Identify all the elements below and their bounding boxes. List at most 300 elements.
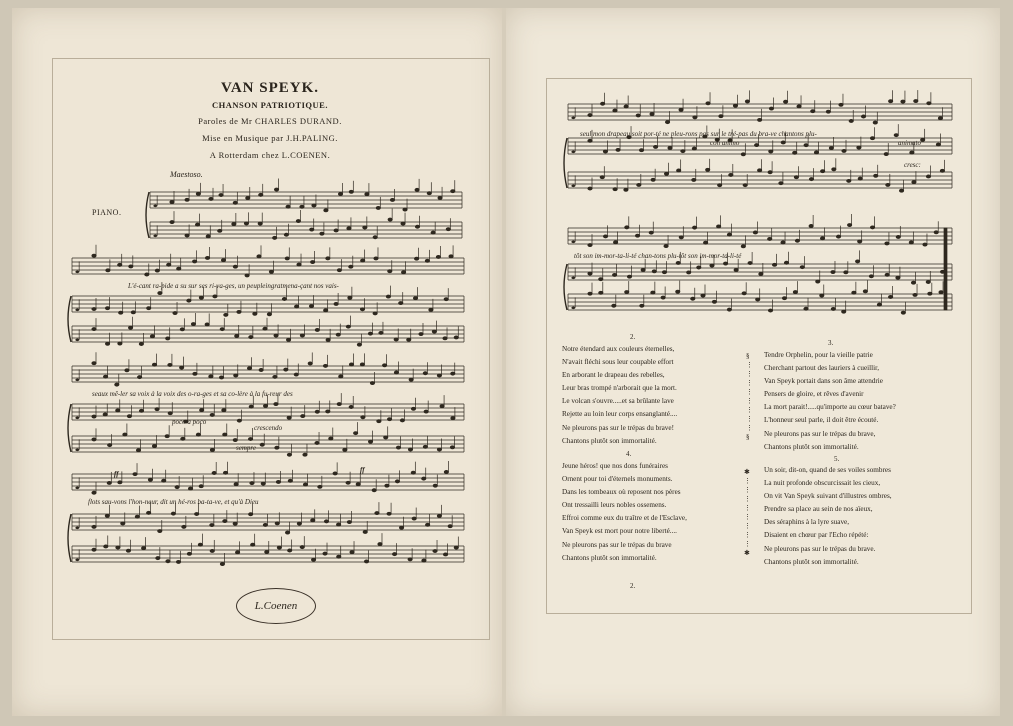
note-head xyxy=(337,402,341,405)
note-head xyxy=(820,170,824,173)
note-head xyxy=(336,333,340,336)
note-head xyxy=(446,228,450,231)
lyric-line: tôt son im-mor-ta-li-té chan-tons plu-tôt son im-mor-ta-li-té xyxy=(574,252,742,260)
tempo-marking: Maestoso. xyxy=(170,170,203,179)
note-head xyxy=(170,221,174,224)
note-head xyxy=(263,404,267,407)
note-head xyxy=(411,471,415,474)
note-head xyxy=(259,193,263,196)
note-head xyxy=(179,366,183,369)
note-head xyxy=(896,276,900,279)
note-head xyxy=(652,270,656,273)
note-head xyxy=(793,290,797,293)
note-head xyxy=(274,334,278,337)
note-head xyxy=(717,184,721,187)
note-head xyxy=(274,402,278,405)
note-head xyxy=(911,281,915,284)
note-head xyxy=(300,334,304,337)
note-head xyxy=(152,444,156,447)
note-head xyxy=(783,100,787,103)
note-head xyxy=(218,229,222,232)
note-head xyxy=(716,225,720,228)
note-head xyxy=(223,433,227,436)
note-head xyxy=(300,205,304,208)
note-head xyxy=(116,546,120,549)
note-head xyxy=(315,441,319,444)
note-head xyxy=(244,222,248,225)
note-head xyxy=(686,271,690,274)
note-head xyxy=(376,206,380,209)
note-head xyxy=(861,115,865,118)
note-head xyxy=(705,168,709,171)
note-head xyxy=(150,335,154,338)
note-head xyxy=(703,241,707,244)
note-head xyxy=(697,266,701,269)
note-head xyxy=(349,190,353,193)
verse-4: Jeune héros! que nos dons funéraires Ornent pour toi d'éternels monuments. Dans les tombeaux où reposent nos pères Ont tressailli leurs nobles ossemens. Effroi comme eux du traître et de l'Esclave, Van Speyk est mort pour notre liberté.... Ne pleurons pas sur le trépas du brave Chantons plutôt son immortalité. xyxy=(562,462,687,562)
note-head xyxy=(613,109,617,112)
note-head xyxy=(308,362,312,365)
note-head xyxy=(613,188,617,191)
note-head xyxy=(326,410,330,413)
note-head xyxy=(92,328,96,331)
note-head xyxy=(223,471,227,474)
note-head xyxy=(177,267,181,270)
note-head xyxy=(779,182,783,185)
note-head xyxy=(386,295,390,298)
note-head xyxy=(375,512,379,515)
note-head xyxy=(237,310,241,313)
note-head xyxy=(710,264,714,267)
note-head xyxy=(127,415,131,418)
note-head xyxy=(263,523,267,526)
final-barline xyxy=(944,228,947,310)
piano-staff-bass xyxy=(72,533,464,566)
note-head xyxy=(118,311,122,314)
dynamic-marking: ff xyxy=(360,466,365,474)
note-head xyxy=(852,291,856,294)
note-head xyxy=(769,150,773,153)
note-head xyxy=(385,484,389,487)
note-head xyxy=(360,308,364,311)
note-head xyxy=(360,259,364,262)
note-head xyxy=(723,262,727,265)
note-head xyxy=(349,405,353,408)
note-head xyxy=(753,231,757,234)
note-head xyxy=(219,376,223,379)
clef-icon: ♩ xyxy=(570,138,578,157)
note-head xyxy=(651,178,655,181)
note-head xyxy=(315,410,319,413)
note-head xyxy=(275,446,279,449)
note-head xyxy=(454,336,458,339)
note-head xyxy=(433,484,437,487)
note-head xyxy=(193,372,197,375)
note-head xyxy=(199,409,203,412)
note-head xyxy=(212,471,216,474)
note-head xyxy=(274,188,278,191)
note-head xyxy=(863,290,867,293)
note-head xyxy=(248,513,252,516)
note-head xyxy=(759,272,763,275)
note-head xyxy=(115,383,119,386)
note-head xyxy=(356,483,360,486)
note-head xyxy=(349,363,353,366)
note-head xyxy=(635,234,639,237)
note-head xyxy=(191,322,195,325)
note-head xyxy=(213,295,217,298)
note-head xyxy=(106,269,110,272)
note-head xyxy=(650,112,654,115)
dynamic-marking: poco a poco xyxy=(172,418,207,426)
clef-icon: ♩ xyxy=(74,404,82,423)
note-head xyxy=(793,151,797,154)
voice-staff xyxy=(72,245,464,277)
clef-icon: ♩ xyxy=(570,172,578,191)
piano-staff-bass xyxy=(568,158,952,192)
note-head xyxy=(247,367,251,370)
note-head xyxy=(733,104,737,107)
note-head xyxy=(187,552,191,555)
note-head xyxy=(782,297,786,300)
clef-icon: ♩ xyxy=(74,326,82,345)
note-head xyxy=(909,241,913,244)
note-head xyxy=(639,149,643,152)
note-head xyxy=(139,342,143,345)
note-head xyxy=(220,562,224,565)
note-head xyxy=(147,307,151,310)
note-head xyxy=(926,175,930,178)
note-head xyxy=(679,236,683,239)
note-head xyxy=(681,150,685,153)
note-head xyxy=(885,273,889,276)
note-head xyxy=(693,116,697,119)
note-head xyxy=(804,144,808,147)
note-head xyxy=(187,299,191,302)
note-head xyxy=(440,405,444,408)
verse-2: Notre étendard aux couleurs éternelles, N'avait fléchi sous leur coupable effort En arborant le drapeau des rebelles, Leur bras trompé n'arborait que la mort. Le volcan s'ouvre.....et sa brûlante lave Rejette au loin leur corps ensanglanté.... Ne pleurons pas sur le trépas du brave! Chantons plutôt son immortalité. xyxy=(562,345,678,445)
note-head xyxy=(448,525,452,528)
note-head xyxy=(92,415,96,418)
note-head xyxy=(910,151,914,154)
clef-icon: ♩ xyxy=(570,264,578,283)
note-head xyxy=(781,241,785,244)
note-head xyxy=(913,293,917,296)
note-head xyxy=(842,149,846,152)
note-head xyxy=(886,183,890,186)
note-head xyxy=(168,412,172,415)
note-head xyxy=(436,255,440,258)
publisher-stamp: L.Coenen xyxy=(236,588,316,624)
note-head xyxy=(253,312,257,315)
note-head xyxy=(809,224,813,227)
lyricist-credit: Paroles de Mr CHARLES DURAND. xyxy=(198,116,342,126)
note-head xyxy=(233,438,237,441)
note-head xyxy=(923,243,927,246)
verse-number: 4. xyxy=(626,450,632,458)
note-head xyxy=(403,208,407,211)
note-head xyxy=(425,259,429,262)
note-head xyxy=(194,512,198,515)
note-head xyxy=(337,269,341,272)
note-head xyxy=(814,151,818,154)
note-head xyxy=(885,242,889,245)
note-head xyxy=(349,265,353,268)
note-head xyxy=(927,102,931,105)
note-head xyxy=(300,546,304,549)
note-head xyxy=(245,274,249,277)
note-head xyxy=(431,231,435,234)
note-head xyxy=(784,261,788,264)
note-head xyxy=(676,169,680,172)
verse-number: 3. xyxy=(828,339,834,347)
note-head xyxy=(869,275,873,278)
note-head xyxy=(414,257,418,260)
note-head xyxy=(334,302,338,305)
note-head xyxy=(232,222,236,225)
note-head xyxy=(649,231,653,234)
note-head xyxy=(209,375,213,378)
note-head xyxy=(337,555,341,558)
note-head xyxy=(438,196,442,199)
note-head xyxy=(450,446,454,449)
note-head xyxy=(224,313,228,316)
note-head xyxy=(272,236,276,239)
note-head xyxy=(451,417,455,420)
note-head xyxy=(133,473,137,476)
note-head xyxy=(599,291,603,294)
note-head xyxy=(756,298,760,301)
voice-staff xyxy=(72,461,464,494)
note-head xyxy=(372,489,376,492)
note-head xyxy=(826,110,830,113)
note-head xyxy=(139,409,143,412)
note-head xyxy=(857,146,861,149)
note-head xyxy=(167,263,171,266)
note-head xyxy=(625,226,629,229)
note-head xyxy=(118,263,122,266)
note-head xyxy=(155,408,159,411)
system-brace xyxy=(564,264,567,310)
note-head xyxy=(387,418,391,421)
note-head xyxy=(423,445,427,448)
note-head xyxy=(311,558,315,561)
lyric-line: flots sau-vons l'hon-neur, dit un hé-ros ba-ta-ve, et qu'à Dieu xyxy=(88,498,259,506)
note-head xyxy=(249,405,253,408)
clef-icon: ♩ xyxy=(152,192,160,211)
decorative-divider: § ⋮ ⋮ ⋮ ⋮ ⋮ ⋮ ⋮ ⋮ § xyxy=(746,352,753,441)
note-head xyxy=(165,435,169,438)
note-head xyxy=(348,296,352,299)
note-head xyxy=(388,270,392,273)
note-head xyxy=(454,546,458,549)
note-head xyxy=(261,482,265,485)
voice-staff xyxy=(72,352,464,386)
note-head xyxy=(210,448,214,451)
note-head xyxy=(343,448,347,451)
note-head xyxy=(323,309,327,312)
note-head xyxy=(323,552,327,555)
note-head xyxy=(754,144,758,147)
lyric-line: seaux mê-ler sa voix à la voix des o-ra-ges et sa co-lère à la fu-reur des xyxy=(92,390,293,398)
note-head xyxy=(176,560,180,563)
note-head xyxy=(287,549,291,552)
note-head xyxy=(296,219,300,222)
note-head xyxy=(425,523,429,526)
note-head xyxy=(757,118,761,121)
dynamic-marking: sempre xyxy=(236,444,256,452)
note-head xyxy=(285,531,289,534)
note-head xyxy=(273,375,277,378)
composer-credit: Mise en Musique par J.H.PALING. xyxy=(202,133,338,143)
note-head xyxy=(729,173,733,176)
note-head xyxy=(350,551,354,554)
note-head xyxy=(267,313,271,316)
note-head xyxy=(429,308,433,311)
note-head xyxy=(692,226,696,229)
note-head xyxy=(165,337,169,340)
note-head xyxy=(103,413,107,416)
note-head xyxy=(287,416,291,419)
note-head xyxy=(794,176,798,179)
note-head xyxy=(185,234,189,237)
note-head xyxy=(692,147,696,150)
note-head xyxy=(413,297,417,300)
note-head xyxy=(795,239,799,242)
note-head xyxy=(443,553,447,556)
note-head xyxy=(311,519,315,522)
clef-icon: ♩ xyxy=(74,514,82,533)
verse-number: 2. xyxy=(630,333,636,341)
note-head xyxy=(269,270,273,273)
note-head xyxy=(152,363,156,366)
note-head xyxy=(170,200,174,203)
note-head xyxy=(829,146,833,149)
note-head xyxy=(870,226,874,229)
note-head xyxy=(820,294,824,297)
note-head xyxy=(103,375,107,378)
note-head xyxy=(234,374,238,377)
note-head xyxy=(679,108,683,111)
note-head xyxy=(839,103,843,106)
note-head xyxy=(899,189,903,192)
note-head xyxy=(912,181,916,184)
note-head xyxy=(198,543,202,546)
note-head xyxy=(668,146,672,149)
note-head xyxy=(148,478,152,481)
note-head xyxy=(419,332,423,335)
note-head xyxy=(847,179,851,182)
note-head xyxy=(836,235,840,238)
note-head xyxy=(284,368,288,371)
note-head xyxy=(768,237,772,240)
note-head xyxy=(661,296,665,299)
note-head xyxy=(220,328,224,331)
note-head xyxy=(265,550,269,553)
note-head xyxy=(158,529,162,532)
note-head xyxy=(310,228,314,231)
note-head xyxy=(409,378,413,381)
note-head xyxy=(920,138,924,141)
note-head xyxy=(624,188,628,191)
clef-icon: ♩ xyxy=(74,474,82,493)
note-head xyxy=(333,472,337,475)
note-head xyxy=(104,545,108,548)
note-head xyxy=(210,413,214,416)
note-head xyxy=(422,477,426,480)
song-title: VAN SPEYK. xyxy=(220,80,320,96)
note-head xyxy=(263,327,267,330)
note-head xyxy=(118,342,122,345)
note-head xyxy=(831,270,835,273)
note-head xyxy=(92,254,96,257)
note-head xyxy=(599,278,603,281)
note-head xyxy=(128,326,132,329)
system-brace xyxy=(68,404,71,452)
piano-staff-treble xyxy=(150,179,462,212)
note-head xyxy=(437,374,441,377)
note-head xyxy=(297,263,301,266)
note-head xyxy=(936,143,940,146)
note-head xyxy=(320,232,324,235)
note-head xyxy=(334,229,338,232)
note-head xyxy=(424,410,428,413)
clef-icon: ♩ xyxy=(570,228,578,247)
note-head xyxy=(357,343,361,346)
note-head xyxy=(162,479,166,482)
note-head xyxy=(844,271,848,274)
note-head xyxy=(221,259,225,262)
note-head xyxy=(832,168,836,171)
note-head xyxy=(105,307,109,310)
note-head xyxy=(146,511,150,514)
note-head xyxy=(339,375,343,378)
note-head xyxy=(741,245,745,248)
note-head xyxy=(182,525,186,528)
note-head xyxy=(757,169,761,172)
note-head xyxy=(816,280,820,283)
note-head xyxy=(401,271,405,274)
note-head xyxy=(166,560,170,563)
note-head xyxy=(233,265,237,268)
clef-icon: ♩ xyxy=(74,296,82,315)
clef-icon: ♩ xyxy=(570,294,578,313)
note-head xyxy=(92,525,96,528)
note-head xyxy=(636,114,640,117)
note-head xyxy=(195,223,199,226)
note-head xyxy=(641,268,645,271)
note-head xyxy=(412,517,416,520)
note-head xyxy=(394,338,398,341)
system-brace xyxy=(68,514,71,562)
note-head xyxy=(92,307,96,310)
note-head xyxy=(137,376,141,379)
note-head xyxy=(588,243,592,246)
note-head xyxy=(258,222,262,225)
note-head xyxy=(888,100,892,103)
note-head xyxy=(248,437,252,440)
note-head xyxy=(346,325,350,328)
note-head xyxy=(173,311,177,314)
note-head xyxy=(116,409,120,412)
note-head xyxy=(884,152,888,155)
note-head xyxy=(361,416,365,419)
note-head xyxy=(387,512,391,515)
note-head xyxy=(129,265,133,268)
note-head xyxy=(653,145,657,148)
note-head xyxy=(260,443,264,446)
note-head xyxy=(388,218,392,221)
